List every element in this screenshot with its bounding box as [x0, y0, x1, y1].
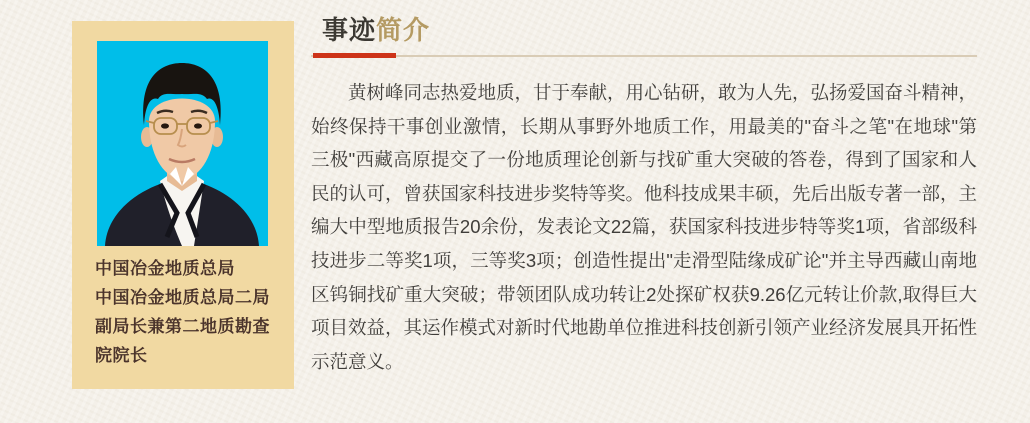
caption-line: 副局长兼第二地质勘查 [95, 317, 270, 336]
caption-line: 中国冶金地质总局二局 [95, 288, 270, 307]
profile-card [72, 21, 294, 389]
title-divider [311, 55, 977, 57]
section-title-accent: 简介 [376, 15, 431, 45]
section-title [311, 0, 977, 46]
profile-caption [95, 254, 275, 370]
caption-line: 中国冶金地质总局 [95, 259, 235, 278]
bio-paragraph: 黄树峰同志热爱地质，甘于奉献，用心钻研，敢为人先，弘扬爱国奋斗精神，始终保持干事创业激情，长期从事野外地质工作，用最美的"奋斗之笔"在地球"第三极"西藏高原提交了一份地质理论创新与找矿重大突破的答卷，得到了国家和人民的认可，曾获国家科技进步奖特等奖。他科技成果丰硕，先后出版专著一部，主编大中型地质报告20余份，发表论文22篇，获国家科技进步特等奖1项，省部级科技进步二等奖1项，三等奖3项；创造性提出"走滑型陆缘成矿论"并主导西藏山南地区钨铜找矿重大突破；带领团队成功转让2处探矿权获9.26亿元转让价款,取得巨大项目效益，其运作模式对新时代地勘单位推进科技创新引领产业经济发展具开拓性示范意义。 [311, 82, 978, 372]
caption-line: 院院长 [95, 346, 148, 365]
title-divider-accent [313, 53, 396, 58]
eye-left [161, 123, 169, 128]
bio-section [311, 0, 977, 378]
portrait-photo [97, 41, 268, 246]
section-title-primary: 事迹 [322, 15, 377, 45]
eye-right [194, 123, 202, 128]
